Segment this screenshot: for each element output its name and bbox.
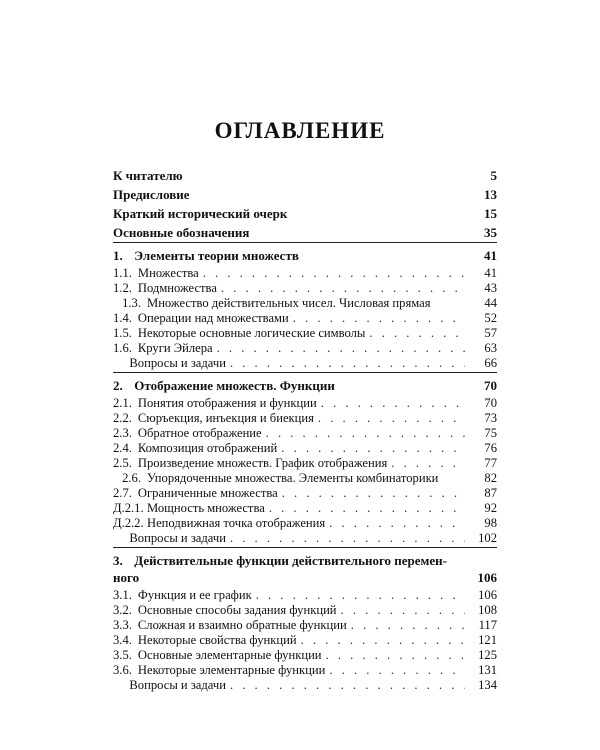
section-title: Вопросы и задачи [129,531,226,545]
page-number: 70 [484,396,497,410]
section-divider [113,372,497,373]
section-number: 2.4. [113,441,132,455]
toc-front-entry[interactable] [113,222,497,240]
section-title: Некоторые свойства функций [137,633,297,647]
section-number: 2.1. [113,396,132,410]
page-number: 102 [478,531,497,545]
section-title: Основные элементарные функции [137,648,322,662]
chapter-number: 3. [113,553,123,568]
entry-title: Предисловие [113,187,190,202]
section-title: Некоторые элементарные функции [137,663,326,677]
page-number: 76 [484,441,497,455]
section-number: 3.2. [113,603,132,617]
page-number: 106 [477,570,497,585]
page-number: 77 [484,456,497,470]
section-title: Понятия отображения и функции [137,396,317,410]
page-number: 82 [484,471,497,485]
entry-title: К читателю [113,168,183,183]
page-number: 73 [484,411,497,425]
page-number: 13 [484,187,497,202]
page-number: 5 [490,168,497,183]
toc-chapter-entry[interactable] [113,245,497,263]
page-number: 63 [484,341,497,355]
page-title: ОГЛАВЛЕНИЕ [214,118,386,143]
section-title: Ограниченные множества [137,486,278,500]
page-number: 41 [484,248,497,263]
section-title: Операции над множествами [137,311,289,325]
page-number: 70 [484,378,497,393]
page-number: 134 [478,678,497,692]
section-number: 1.6. [113,341,132,355]
section-title: Упорядоченные множества. Элементы комбинаторики [147,471,439,485]
section-title: Сюръекция, инъекция и биекция [137,411,314,425]
section-title: Вопросы и задачи [129,678,226,692]
section-number: 1.4. [113,311,132,325]
section-number: 2.6. [122,471,141,485]
toc-chapter-entry[interactable] [113,375,497,393]
section-title: Вопросы и задачи [129,356,226,370]
chapter-title-text: Действительные функции действительного перемен- [134,553,447,568]
section-title: Множество действительных чисел. Числовая прямая [147,296,431,310]
section-number: 2.5. [113,456,132,470]
dot-leader [230,678,465,692]
page-number: 44 [484,296,497,310]
page-number: 87 [484,486,497,500]
chapter-number: 2. [113,378,123,393]
chapter-heading [113,554,447,568]
section-title: Произведение множеств. График отображения [137,456,388,470]
chapter-number: 1. [113,248,123,263]
chapter-title-continued: ного [113,570,140,585]
section-title: Сложная и взаимно обратные функции [137,618,347,632]
page-number: 43 [484,281,497,295]
section-number: 3.1. [113,588,132,602]
section-number: Д.2.1. [113,501,144,515]
page-number: 57 [484,326,497,340]
toc-front-entry[interactable] [113,203,497,221]
section-title: Множества [137,266,199,280]
section-number: 1.5. [113,326,132,340]
section-title: Неподвижная точка отображения [147,516,326,530]
toc-section-entry[interactable] [113,527,497,545]
page-number: 106 [478,588,497,602]
chapter-title-text: Элементы теории множеств [134,248,299,263]
page-number: 41 [484,266,497,280]
section-title: Подмножества [137,281,217,295]
toc-section-entry[interactable] [113,674,497,692]
section-title: Функция и ее график [137,588,252,602]
page-number: 66 [484,356,497,370]
section-title: Композиция отображений [137,441,278,455]
section-number: 2.3. [113,426,132,440]
page-number: 125 [478,648,497,662]
page-number: 98 [484,516,497,530]
section-title: Мощность множества [147,501,265,515]
section-number: 3.5. [113,648,132,662]
section-number: 1.1. [113,266,132,280]
toc-section-entry[interactable] [113,352,497,370]
entry-title: Основные обозначения [113,225,250,240]
page-number: 131 [478,663,497,677]
dot-leader [230,356,465,370]
section-number: 3.6. [113,663,132,677]
chapter-heading [113,249,299,263]
chapter-title-text: Отображение множеств. Функции [134,378,335,393]
entry-title: Краткий исторический очерк [113,206,288,221]
toc-front-entry[interactable] [113,165,497,183]
page-number: 52 [484,311,497,325]
section-number: 2.7. [113,486,132,500]
page-number: 108 [478,603,497,617]
section-number: 2.2. [113,411,132,425]
page-number: 35 [484,225,497,240]
section-number: Д.2.2. [113,516,144,530]
toc-chapter-entry-continued[interactable] [113,567,497,585]
toc-chapter-entry[interactable] [113,550,497,568]
toc-front-entry[interactable] [113,184,497,202]
section-title: Круги Эйлера [137,341,213,355]
page-number: 92 [484,501,497,515]
section-number: 1.3. [122,296,141,310]
page-number: 121 [478,633,497,647]
section-divider [113,547,497,548]
section-title: Обратное отображение [137,426,262,440]
section-title: Основные способы задания функций [137,603,337,617]
section-divider [113,242,497,243]
page-number: 15 [484,206,497,221]
page-number: 117 [478,618,497,632]
section-title: Некоторые основные логические символы [137,326,366,340]
chapter-heading [113,379,335,393]
dot-leader [230,531,465,545]
section-number: 1.2. [113,281,132,295]
section-number: 3.4. [113,633,132,647]
page-number: 75 [484,426,497,440]
section-number: 3.3. [113,618,132,632]
